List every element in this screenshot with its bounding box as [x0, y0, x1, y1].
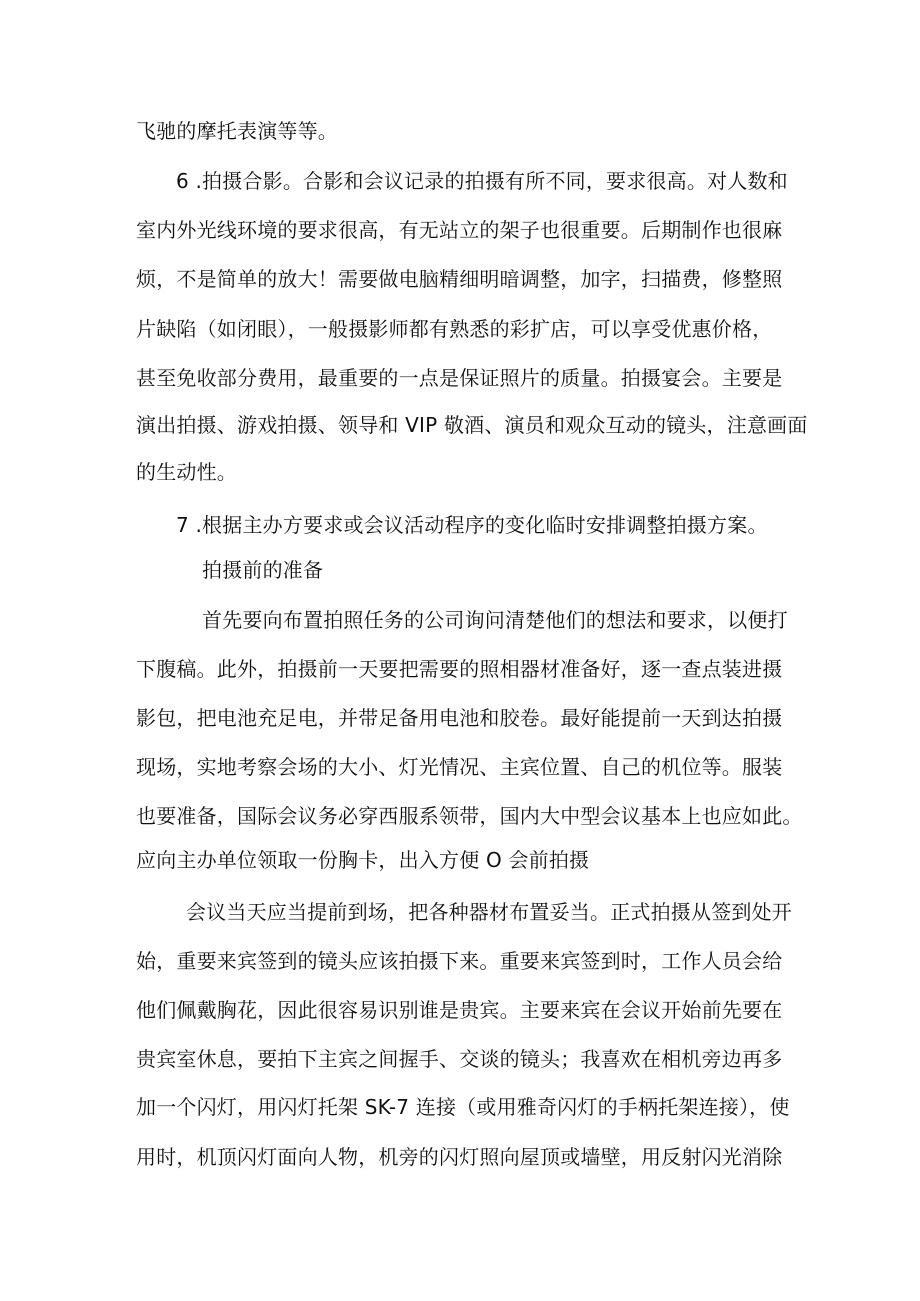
text-line-16: 应向主办单位领取一份胸卡，出入方便 O 会前拍摄: [136, 848, 590, 872]
text-line-13: 影包，把电池充足电，并带足备用电池和胶卷。最好能提前一天到达拍摄: [136, 706, 783, 730]
text-line-17: 会议当天应当提前到场，把各种器材布置妥当。正式拍摄从签到处开: [186, 900, 792, 924]
text-line-6: 甚至免收部分费用，最重要的一点是保证照片的质量。拍摄宴会。主要是: [136, 366, 783, 390]
text-line-18: 始，重要来宾签到的镜头应该拍摄下来。重要来宾签到时，工作人员会给: [136, 949, 783, 973]
text-line-22: 用时，机顶闪灯面向人物，机旁的闪灯照向屋顶或墙壁，用反射闪光消除: [136, 1145, 783, 1169]
text-line-9: 7 .根据主办方要求或会议活动程序的变化临时安排调整拍摄方案。: [176, 513, 768, 537]
section-heading: 拍摄前的准备: [202, 558, 324, 582]
text-line-11: 首先要向布置拍照任务的公司询问清楚他们的想法和要求，以便打: [202, 608, 788, 632]
text-line-15: 也要准备，国际会议务必穿西服系领带，国内大中型会议基本上也应如此。: [136, 804, 803, 828]
text-line-5: 片缺陷（如闭眼），一般摄影师都有熟悉的彩扩店，可以享受优惠价格，: [136, 317, 773, 341]
text-line-20: 贵宾室休息，要拍下主宾之间握手、交谈的镜头；我喜欢在相机旁边再多: [136, 1047, 783, 1071]
text-line-19: 他们佩戴胸花，因此很容易识别谁是贵宾。主要来宾在会议开始前先要在: [136, 998, 783, 1022]
text-line-1: 飞驰的摩托表演等等。: [136, 119, 338, 143]
text-line-8: 的生动性。: [136, 460, 237, 484]
text-line-3: 室内外光线环境的要求很高，有无站立的架子也很重要。后期制作也很麻: [136, 218, 783, 242]
text-line-2: 6 .拍摄合影。合影和会议记录的拍摄有所不同，要求很高。对人数和: [176, 169, 788, 193]
text-line-14: 现场，实地考察会场的大小、灯光情况、主宾位置、自己的机位等。服装: [136, 755, 783, 779]
text-line-21: 加一个闪灯，用闪灯托架 SK-7 连接（或用雅奇闪灯的手柄托架连接），使: [136, 1095, 790, 1119]
text-line-7: 演出拍摄、游戏拍摄、领导和 VIP 敬酒、演员和观众互动的镜头，注意画面: [136, 413, 808, 437]
text-line-4: 烦，不是简单的放大！需要做电脑精细明暗调整，加字，扫描费，修整照: [136, 267, 783, 291]
text-line-12: 下腹稿。此外，拍摄前一天要把需要的照相器材准备好，逐一查点装进摄: [136, 657, 783, 681]
